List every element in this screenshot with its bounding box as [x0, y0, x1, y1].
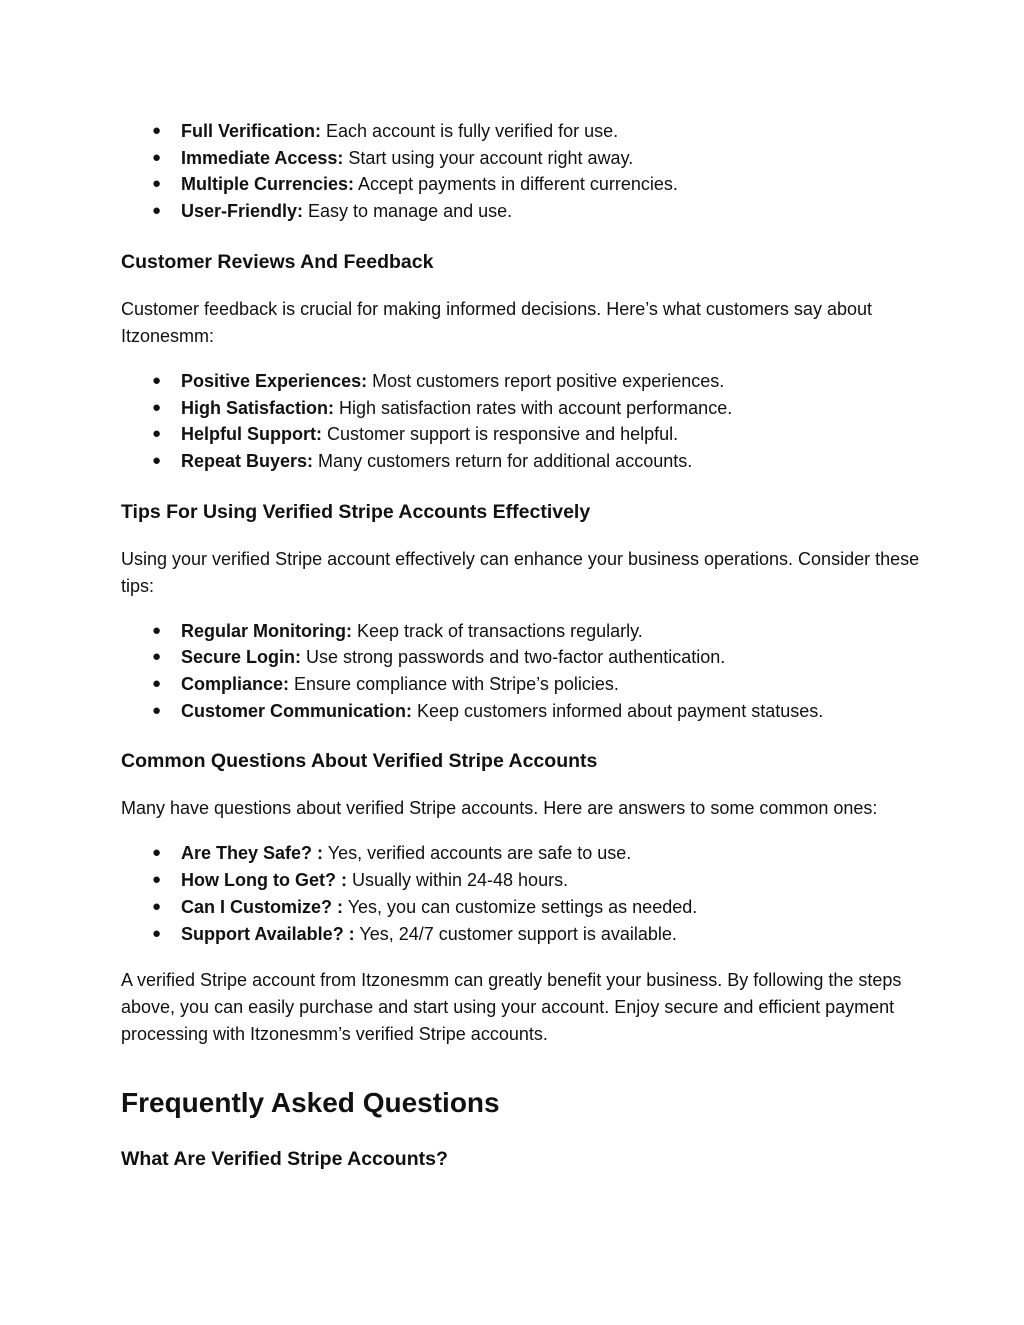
item-term: Immediate Access: — [181, 147, 344, 168]
list-item — [121, 145, 924, 172]
item-term: Repeat Buyers: — [181, 450, 314, 471]
item-term: Secure Login: — [181, 647, 302, 668]
item-text: Each account is fully verified for use. — [321, 121, 619, 141]
item-term: Are They Safe? : — [181, 843, 324, 864]
bullet-icon: ● — [152, 398, 162, 416]
faq-question-heading: What Are Verified Stripe Accounts? — [121, 1148, 448, 1171]
bullet-icon: ● — [152, 924, 162, 942]
tips-intro: Using your verified Stripe account effectively can enhance your business operations. Consider these tips: — [121, 548, 920, 596]
item-text: Keep customers informed about payment statuses. — [412, 700, 824, 721]
list-item — [121, 198, 924, 225]
item-term: Can I Customize? : — [181, 896, 344, 917]
questions-heading: Common Questions About Verified Stripe Accounts — [121, 750, 598, 773]
item-term: Full Verification: — [181, 121, 322, 141]
list-item — [121, 867, 924, 894]
reviews-list — [121, 368, 924, 475]
list-item — [121, 698, 924, 725]
list-item — [121, 421, 924, 448]
questions-intro: Many have questions about verified Stripe accounts. Here are answers to some common ones: — [121, 798, 878, 819]
item-text: Yes, verified accounts are safe to use. — [323, 843, 632, 864]
bullet-icon: ● — [152, 675, 162, 693]
bullet-icon: ● — [152, 621, 162, 639]
item-text: Use strong passwords and two-factor authentication. — [301, 647, 726, 668]
item-text: Accept payments in different currencies. — [354, 174, 678, 195]
item-text: Most customers report positive experiences. — [367, 370, 725, 391]
bullet-icon: ● — [152, 844, 162, 862]
bullet-icon: ● — [152, 148, 162, 166]
item-term: Multiple Currencies: — [181, 174, 355, 195]
tips-list — [121, 618, 924, 725]
item-term: User-Friendly: — [181, 201, 304, 222]
item-term: Support Available? : — [181, 923, 355, 944]
item-term: Compliance: — [181, 674, 290, 695]
item-term: Regular Monitoring: — [181, 620, 352, 641]
list-item — [121, 921, 924, 948]
bullet-icon: ● — [152, 871, 162, 889]
item-text: Ensure compliance with Stripe’s policies. — [289, 674, 619, 695]
bullet-icon: ● — [152, 122, 162, 139]
list-item — [121, 644, 924, 671]
bullet-icon: ● — [152, 425, 162, 443]
item-text: Many customers return for additional accounts. — [313, 450, 693, 471]
bullet-icon: ● — [152, 648, 162, 666]
list-item — [121, 171, 924, 198]
bullet-icon: ● — [152, 451, 162, 469]
item-text: Yes, you can customize settings as needed. — [343, 896, 698, 917]
reviews-heading: Customer Reviews And Feedback — [121, 250, 434, 273]
questions-list — [121, 840, 924, 947]
list-item — [121, 618, 924, 645]
bullet-icon: ● — [152, 175, 162, 193]
list-item — [121, 395, 924, 422]
bullet-icon: ● — [152, 371, 162, 389]
item-text: Usually within 24-48 hours. — [346, 870, 569, 891]
item-text: Easy to manage and use. — [303, 201, 513, 222]
item-term: How Long to Get? : — [181, 870, 347, 891]
conclusion-paragraph: A verified Stripe account from Itzonesmm can greatly benefit your business. By following the steps above, you can easily purchase and start using your account. Enjoy secure and efficient payment processing with Itzonesmm’s verified Stripe accounts. — [121, 970, 902, 1045]
item-text: Yes, 24/7 customer support is available. — [354, 923, 677, 944]
list-item — [121, 894, 924, 921]
item-term: High Satisfaction: — [181, 397, 335, 418]
item-text: Start using your account right away. — [343, 147, 634, 168]
bullet-icon: ● — [152, 897, 162, 915]
item-term: Positive Experiences: — [181, 370, 368, 391]
item-text: Keep track of transactions regularly. — [351, 620, 643, 641]
features-list — [121, 118, 924, 225]
faq-heading: Frequently Asked Questions — [121, 1087, 500, 1119]
list-item — [121, 671, 924, 698]
bullet-icon: ● — [152, 701, 162, 719]
bullet-icon: ● — [152, 202, 162, 220]
tips-heading: Tips For Using Verified Stripe Accounts Effectively — [121, 500, 591, 523]
list-item — [121, 368, 924, 395]
list-item — [121, 448, 924, 475]
item-term: Customer Communication: — [181, 700, 413, 721]
item-text: High satisfaction rates with account performance. — [334, 397, 733, 418]
item-term: Helpful Support: — [181, 424, 322, 445]
list-item — [121, 840, 924, 867]
reviews-intro: Customer feedback is crucial for making informed decisions. Here’s what customers say about Itzonesmm: — [121, 298, 872, 346]
list-item — [121, 118, 924, 145]
item-text: Customer support is responsive and helpful. — [321, 424, 679, 445]
